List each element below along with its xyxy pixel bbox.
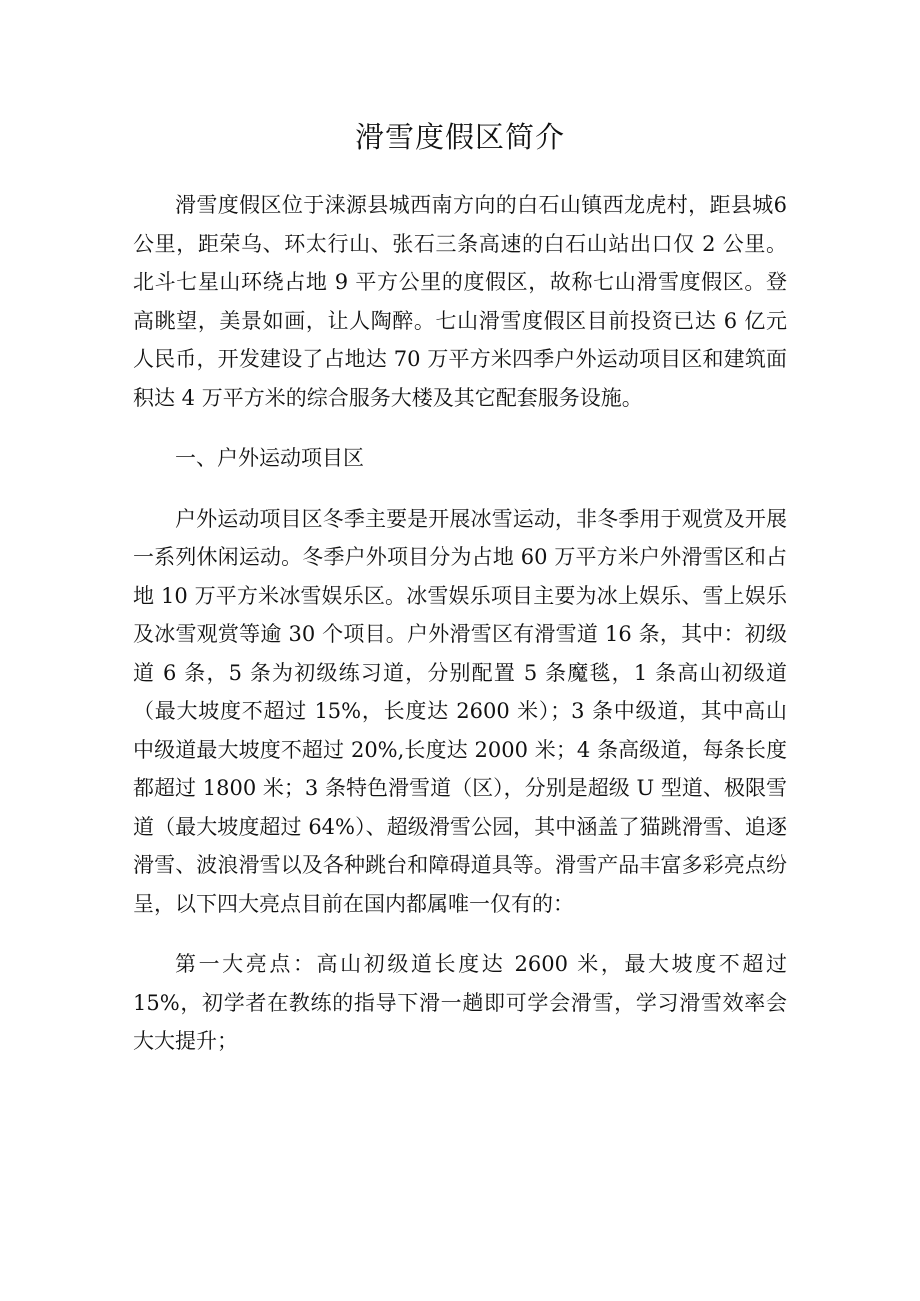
page-title: 滑雪度假区简介: [354, 120, 565, 154]
intro-paragraph: 滑雪度假区位于涞源县城西南方向的白石山镇西龙虎村，距县城6 公里，距荣乌、环太行山、张石三条高速的白石山站出口仅 2 公里。北斗七星山环绕占地 9 平方公里的度假区，故称七山滑雪度假区。登高眺望，美景如画，让人陶醉。七山滑雪度假区目前投资已达 6 亿元人民币，开发建设了占地达 70 万平方米四季户外运动项目区和建筑面积达 4 万平方米的综合服务大楼及其它配套服务设施。: [133, 193, 787, 410]
section-heading-outdoor-sports: 一、户外运动项目区: [175, 446, 364, 470]
outdoor-sports-paragraph: 户外运动项目区冬季主要是开展冰雪运动，非冬季用于观赏及开展一系列休闲运动。冬季户外项目分为占地 60 万平方米户外滑雪区和占地 10 万平方米冰雪娱乐区。冰雪娱乐项目主要为冰上娱乐、雪上娱乐及冰雪观赏等逾 30 个项目。户外滑雪区有滑雪道 16 条，其中：初级道 6 条，5 条为初级练习道，分别配置 5 条魔毯，1 条高山初级道（最大坡度不超过 15%，长度达 2600 米）；3 条中级道，其中高山中级道最大坡度不超过 20%,长度达 2000 米；4 条高级道，每条长度都超过 1800 米；3 条特色滑雪道（区），分别是超级 U 型道、极限雪道（最大坡度超过 64%）、超级滑雪公园，其中涵盖了猫跳滑雪、追逐滑雪、波浪滑雪以及各种跳台和障碍道具等。滑雪产品丰富多彩亮点纷呈，以下四大亮点目前在国内都属唯一仅有的：: [133, 506, 787, 916]
highlight-one-paragraph: 第一大亮点：高山初级道长度达 2600 米，最大坡度不超过15%，初学者在教练的指导下滑一趟即可学会滑雪，学习滑雪效率会大大提升；: [133, 952, 787, 1053]
